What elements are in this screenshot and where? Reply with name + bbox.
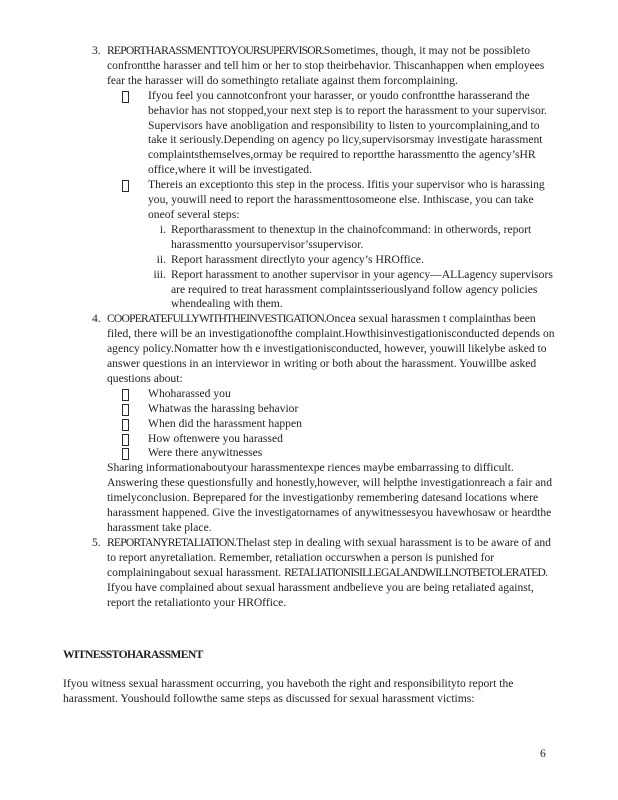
question-bullet-1-text: Whoharassed you bbox=[148, 386, 231, 400]
sub-bullet-1-text: Ifyou feel you cannotconfront your harasser, or youdo confrontthe harasserand the behavior has not stopped,your next step is to report the harassment to your supervisor. Supervisors have anobligation and responsibility to listen to yourcomplaining,and to take it seriously.Depending on agency po licy,supervisorsmay investigate harassment complaintsthemselves,ormay be required to reportthe harassmentto the agency’sHR office,where it will be investigated. bbox=[148, 88, 547, 177]
question-bullet-4 bbox=[122, 432, 560, 447]
list-item-5-body1: Thelast step in dealing with sexual harassment is to be aware of and to report anyretaliation. Remember, retaliation occurswhen a person is punished for complainingabout sexual harassment. bbox=[107, 535, 551, 579]
question-bullet-1 bbox=[122, 387, 560, 402]
question-bullet-5-text: Were there anywitnesses bbox=[148, 446, 263, 460]
question-bullet-5 bbox=[122, 446, 560, 461]
list-item-4-text bbox=[107, 312, 560, 387]
question-bullet-3 bbox=[122, 417, 560, 432]
list-item-3-text bbox=[107, 44, 560, 89]
list-item-3-number: 3. bbox=[92, 44, 101, 57]
bullet-box-icon bbox=[122, 389, 129, 401]
roman-step-ii-text: Report harassment directlyto your agency’s HROffice. bbox=[171, 252, 424, 266]
item-4-continuation-paragraph: Sharing informationaboutyour harassmentexpe riences maybe embarrassing to difficult. Answering these questionsfully and honestly,however, will helpthe investigationreach a fair and timelyconclusion. Beprepared for the investigationby remembering datesand locations where harassment happened. Give the investigatornames of anywitnessesyou havewhosaw or heardthe harassment take place. bbox=[107, 461, 553, 534]
roman-step-i-numeral: i. bbox=[159, 222, 166, 236]
sub-bullet-2-text: Thereis an exceptionto this step in the process. Ifitis your supervisor who is harassing you, youwill need to report the harassmenttosomeone else. Inthiscase, you can take oneof several steps: bbox=[148, 178, 545, 221]
list-item-3 bbox=[92, 44, 560, 89]
witness-section-heading: WITNESSTOHARASSMENT bbox=[63, 648, 203, 662]
sub-bullet-1 bbox=[122, 89, 560, 178]
bullet-box-icon bbox=[122, 419, 129, 431]
roman-step-i bbox=[63, 223, 560, 253]
document-content bbox=[63, 44, 560, 707]
bullet-box-icon bbox=[122, 180, 129, 192]
bullet-box-icon bbox=[122, 91, 129, 103]
list-item-5-number: 5. bbox=[92, 535, 101, 549]
question-bullet-2 bbox=[122, 402, 560, 417]
roman-step-iii bbox=[63, 268, 560, 313]
roman-step-iii-text: Report harassment to another supervisor in your agency—ALLagency supervisors are required to treat harassment complaintsseriouslyand follow agency policies whendealing with them. bbox=[171, 267, 553, 311]
list-item-4 bbox=[92, 312, 560, 387]
list-item-4-body: Oncea sexual harassmen t complainthas been filed, there will be an investigationofthe complaint.Howthisinvestigationisconducted depends on agency policy.Nomatter how th e investigationisconducted, however, youwill likelybe asked to answer questions in an interviewor in writing or both about the harassment. Youwillbe asked questions about: bbox=[107, 312, 555, 385]
list-item-5-text bbox=[107, 536, 560, 611]
roman-step-ii-numeral: ii. bbox=[156, 252, 166, 266]
bullet-box-icon bbox=[122, 404, 129, 416]
list-item-3-lead: REPORTHARASSMENTTOYOURSUPERVISOR. bbox=[107, 44, 324, 57]
roman-step-i-text: Reportharassment to thenextup in the chainofcommand: in otherwords, report harassmentto yoursupervisor’ssupervisor. bbox=[171, 222, 532, 251]
list-item-5-body2: Ifyou have complained about sexual harassment andbelieve you are being retaliated against, report the retaliationto your HROffice. bbox=[107, 580, 534, 609]
question-bullet-3-text: When did the harassment happen bbox=[148, 416, 302, 430]
bullet-box-icon bbox=[122, 434, 129, 446]
bullet-box-icon bbox=[122, 448, 129, 460]
page-number: 6 bbox=[540, 747, 546, 760]
retaliation-caps-text: RETALIATIONISILLEGALANDWILLNOTBETOLERATED. bbox=[284, 565, 548, 579]
sub-bullet-2 bbox=[122, 178, 560, 223]
roman-step-iii-numeral: iii. bbox=[153, 267, 166, 281]
list-item-4-number: 4. bbox=[92, 312, 101, 326]
witness-section-paragraph: Ifyou witness sexual harassment occurring, you haveboth the right and responsibilityto report the harassment. Youshould followthe same steps as discussed for sexual harassment victims: bbox=[63, 677, 514, 706]
list-item-3-body: Sometimes, though, it may not be possibleto confrontthe harasser and tell him or her to stop theirbehavior. Thiscanhappen when employees fear the harasser will do somethingto retaliate against them forcomplaining. bbox=[107, 44, 545, 87]
list-item-5-lead: REPORTANYRETALIATION. bbox=[107, 535, 237, 549]
list-item-4-lead: COOPERATEFULLYWITHTHEINVESTIGATION. bbox=[107, 312, 327, 326]
question-bullet-2-text: Whatwas the harassing behavior bbox=[148, 401, 299, 415]
list-item-5 bbox=[92, 536, 560, 611]
roman-step-ii bbox=[63, 253, 560, 268]
question-bullet-4-text: How oftenwere you harassed bbox=[148, 431, 283, 445]
